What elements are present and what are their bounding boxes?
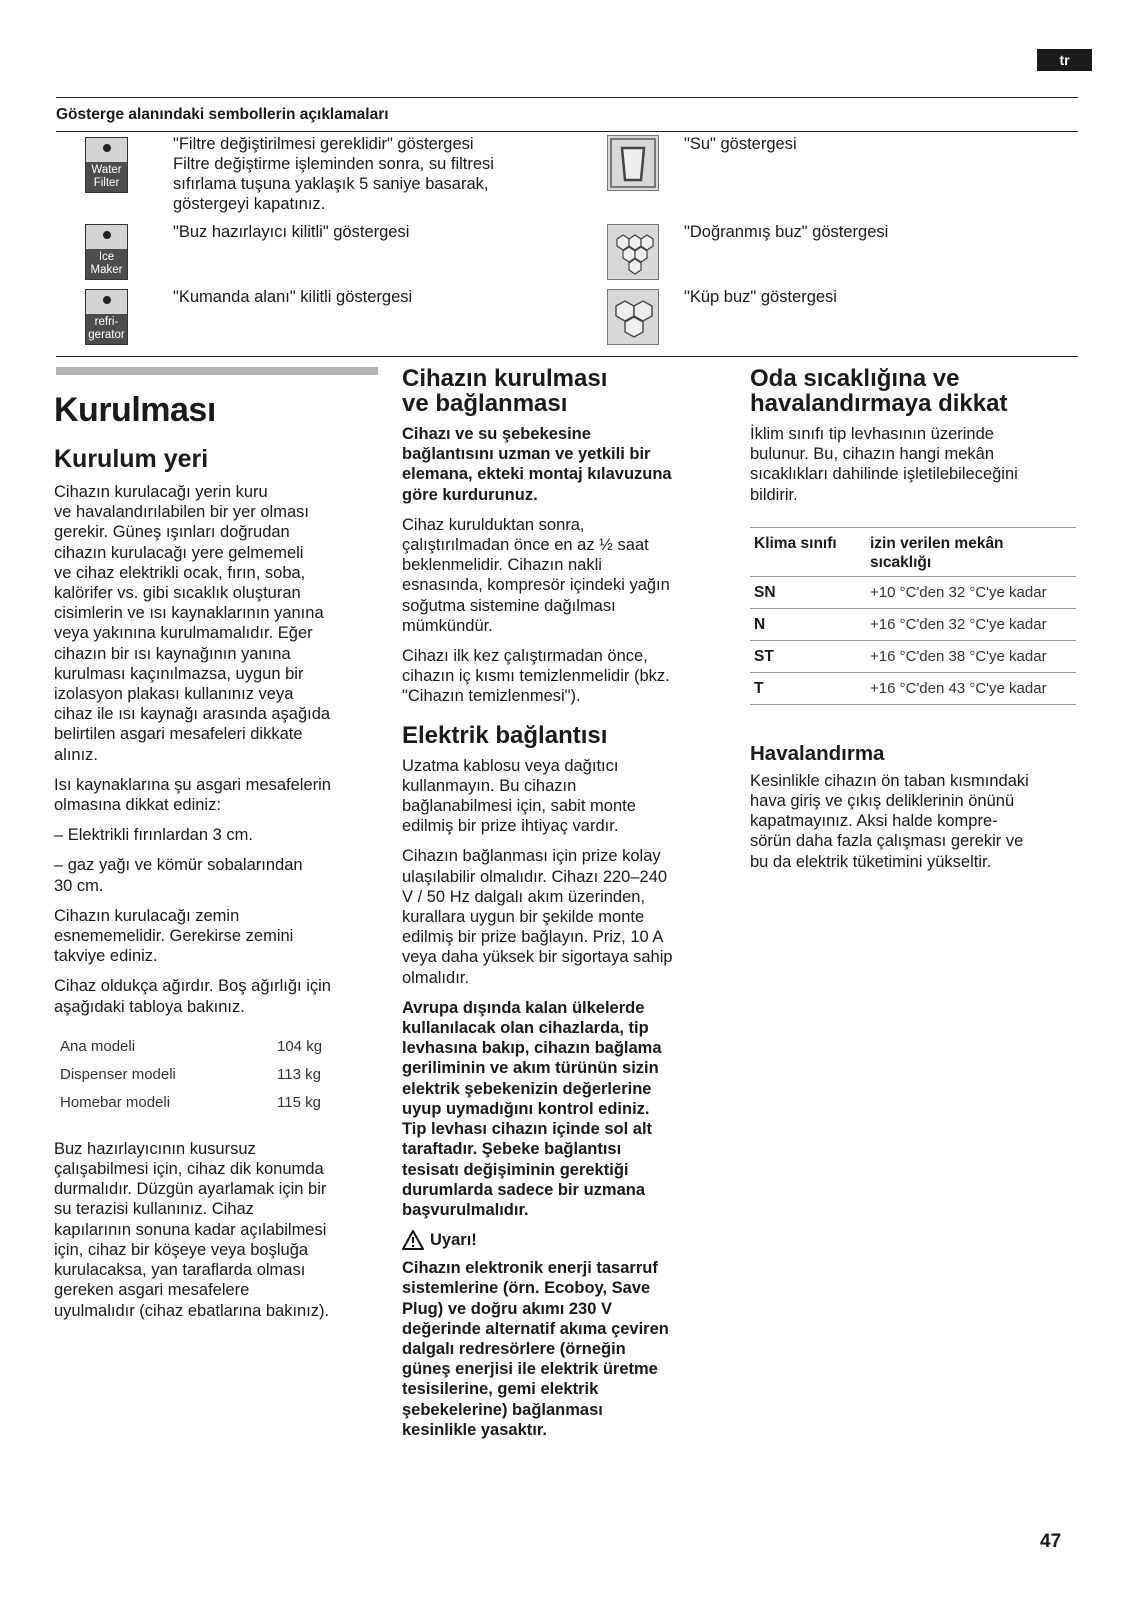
legend-title: Gösterge alanındaki sembollerin açıklamaları	[56, 106, 389, 123]
temperature-range: +10 °C'den 32 °C'ye kadar	[866, 576, 1076, 608]
column-connection	[402, 366, 722, 1450]
column-installation	[54, 392, 384, 1331]
refrigerator-button-icon: refri- gerator	[85, 289, 128, 345]
temperature-range: +16 °C'den 32 °C'ye kadar	[866, 608, 1076, 640]
water-filter-button-icon: Water Filter	[85, 137, 128, 193]
paragraph: Kesinlikle cihazın ön taban kısmındaki hava giriş ve çıkış deliklerinin önünü kapatmayınız. Aksi halde kompre- sörün daha fazla çalışması gerekir ve bu da elektrik tüketimini yükseltir.	[750, 771, 1029, 871]
table-row	[60, 1033, 322, 1061]
bold-paragraph: Cihazı ve su şebekesine bağlantısını uzman ve yetkili bir elemana, ekteki montaj kılavuzuna göre kurdurunuz.	[402, 425, 672, 504]
weight-table	[60, 1033, 322, 1117]
table-row	[750, 576, 1076, 608]
cube-ice-description: "Küp buz" göstergesi	[684, 288, 837, 306]
ice-maker-description: "Buz hazırlayıcı kilitli" göstergesi	[173, 223, 410, 241]
symbol-legend	[56, 97, 1078, 357]
page-number: 47	[1040, 1531, 1062, 1552]
warning-heading	[402, 1230, 722, 1250]
section-bar	[56, 367, 378, 375]
paragraph: Uzatma kablosu veya dağıtıcı kullanmayın. Bu cihazın bağlanabilmesi için, sabit monte edilmiş bir prize ihtiyaç vardır.	[402, 756, 636, 836]
temperature-range: +16 °C'den 38 °C'ye kadar	[866, 640, 1076, 672]
model-name: Homebar modeli	[60, 1093, 171, 1111]
ice-maker-button-icon: Ice Maker	[85, 224, 128, 280]
crushed-ice-description: "Doğranmış buz" göstergesi	[684, 223, 889, 241]
table-row	[750, 608, 1076, 640]
section-heading-ventilation: Havalandırma	[750, 741, 885, 765]
crushed-ice-icon	[607, 224, 659, 280]
table-row	[750, 672, 1076, 704]
language-tag: tr	[1037, 49, 1092, 71]
paragraph: Cihazı ilk kez çalıştırmadan önce, cihazın iç kısmı temizlenmelidir (bkz. "Cihazın temizlenmesi").	[402, 647, 670, 706]
control-panel-description: "Kumanda alanı" kilitli göstergesi	[173, 288, 413, 306]
water-filter-description: "Filtre değiştirilmesi gereklidir" göstergesi Filtre değiştirme işleminden sonra, su filtresi sıfırlama tuşuna yaklaşık 5 saniye basarak, göstergeyi kapatınız.	[173, 135, 494, 213]
section-heading-electric: Elektrik bağlantısı	[402, 721, 608, 749]
model-name: Ana modeli	[60, 1037, 136, 1055]
section-heading-location: Kurulum yeri	[54, 445, 209, 473]
list-item: – gaz yağı ve kömür sobalarından 30 cm.	[54, 856, 303, 895]
paragraph: Cihaz oldukça ağırdır. Boş ağırlığı için aşağıdaki tabloya bakınız.	[54, 977, 331, 1016]
paragraph: Cihazın kurulacağı yerin kuru ve havalandırılabilen bir yer olması gerekir. Güneş ışınları doğrudan cihazın kurulacağı yere gelmemeli ve cihaz elektrikli ocak, fırın, soba, kalörifer vs. gibi sıcaklık oluşturan cisimlerin ve ısı kaynaklarının yanına veya yakınına kurulmamalıdır. Eğer cihazın bir ısı kaynağının yanına kurulması kaçınılmazsa, uygun bir izolasyon plakası kullanınız veya cihaz ile ısı kaynağı arasında aşağıda belirtilen asgari mesafeleri dikkate alınız.	[54, 483, 331, 764]
bold-paragraph: Cihazın elektronik enerji tasarruf sistemlerine (örn. Ecoboy, Save Plug) ve doğru akımı 230 V değerinde alternatif akıma çeviren dalgalı redresörlere (örneğin güneş enerjisi ile elektrik üretme tesisilerine, gemi elektrik şebekelerine) bağlanması kesinlikle yasaktır.	[402, 1259, 669, 1439]
table-row	[60, 1089, 322, 1117]
paragraph: Cihazın bağlanması için prize kolay ulaşılabilir olmalıdır. Cihazı 220–240 V / 50 Hz dalgalı akım üzerinden, kurallara uygun bir şekilde monte edilmiş bir prize bağlayın. Priz, 10 A veya daha yüksek bir sigortaya sahip olmalıdır.	[402, 847, 673, 987]
section-heading-connection: Cihazın kurulması ve bağlanması	[402, 365, 608, 417]
table-header-row	[750, 527, 1076, 576]
model-weight: 104 kg	[277, 1037, 323, 1055]
climate-class-table	[750, 527, 1076, 705]
section-heading-climate: Oda sıcaklığına ve havalandırmaya dikkat	[750, 365, 1008, 417]
column-header: Klima sınıfı	[750, 527, 866, 576]
warning-label: Uyarı!	[430, 1230, 477, 1249]
climate-class: ST	[750, 640, 866, 672]
page-title: Kurulması	[54, 391, 216, 429]
temperature-range: +16 °C'den 43 °C'ye kadar	[866, 672, 1076, 704]
climate-class: SN	[750, 576, 866, 608]
paragraph: Cihaz kurulduktan sonra, çalıştırılmadan önce en az ½ saat beklenmelidir. Cihazın nakli esnasında, kompresör içindeki yağın soğutma sistemine dağılması mümkündür.	[402, 515, 670, 635]
paragraph: İklim sınıfı tip levhasının üzerinde bulunur. Bu, cihazın hangi mekân sıcaklıkları dahilinde işletilebileceğini bildirir.	[750, 425, 1018, 504]
model-weight: 113 kg	[277, 1065, 321, 1083]
warning-icon	[402, 1230, 424, 1250]
paragraph: Cihazın kurulacağı zemin esnememelidir. Gerekirse zemini takviye ediniz.	[54, 906, 294, 966]
model-name: Dispenser modeli	[60, 1065, 176, 1083]
model-weight: 115 kg	[277, 1093, 321, 1111]
bold-paragraph: Avrupa dışında kalan ülkelerde kullanılacak olan cihazlarda, tip levhasına bakıp, cihazın bağlama geriliminin ve akım türünün sizin elektrik şebekenizin değerlerine uyup uymadığını kontrol ediniz. Tip levhası cihazın içinde sol alt taraftadır. Şebeke bağlantısı tesisatı değişiminin gerektiği durumlarda sadece bir uzmana başvurulmalıdır.	[402, 998, 662, 1219]
paragraph: Buz hazırlayıcının kusursuz çalışabilmesi için, cihaz dik konumda durmalıdır. Düzgün ayarlamak için bir su terazisi kullanınız. Cihaz kapılarının sonuna kadar açılabilmesi için, cihaz bir köşeye veya boşluğa kurulacaksa, yan taraflarda olması gereken asgari mesafelere uyulmalıdır (cihaz ebatlarına bakınız).	[54, 1139, 330, 1320]
cube-ice-icon	[607, 289, 659, 345]
table-row	[60, 1061, 322, 1089]
list-item: – Elektrikli fırınlardan 3 cm.	[54, 826, 253, 845]
column-header: izin verilen mekân sıcaklığı	[866, 527, 1076, 576]
column-climate	[750, 366, 1080, 882]
water-description: "Su" göstergesi	[684, 135, 797, 153]
paragraph: Isı kaynaklarına şu asgari mesafelerin olmasına dikkat ediniz:	[54, 775, 331, 815]
climate-class: N	[750, 608, 866, 640]
divider	[56, 131, 1078, 132]
water-glass-icon	[607, 135, 659, 191]
climate-class: T	[750, 672, 866, 704]
table-row	[750, 640, 1076, 672]
